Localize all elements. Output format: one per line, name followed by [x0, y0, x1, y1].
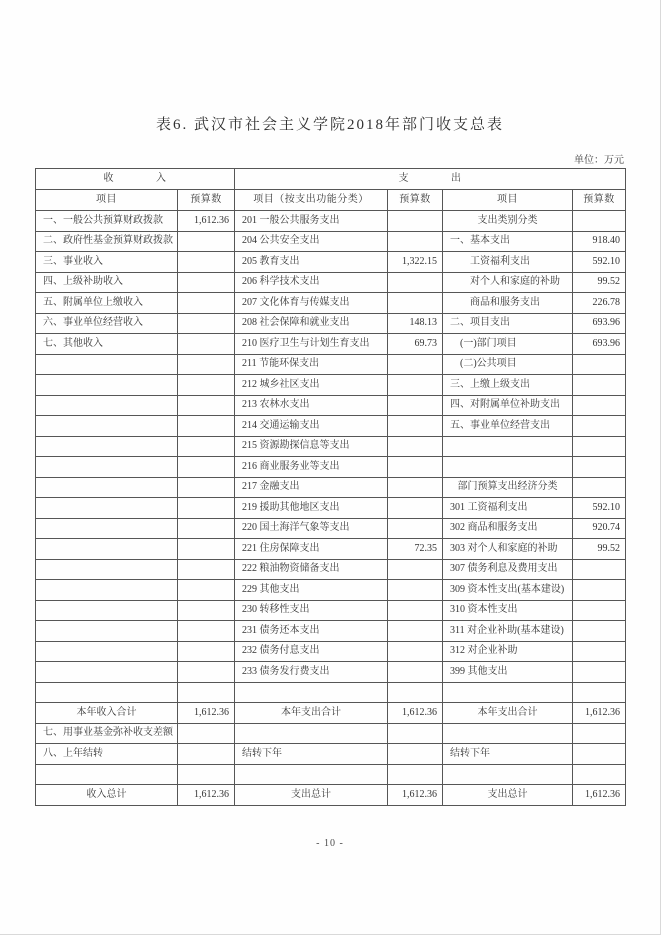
item-label-cell: 204 公共安全支出: [235, 231, 388, 252]
budget-value-cell: [573, 457, 626, 478]
table-row: [36, 457, 626, 478]
budget-value-cell: [388, 477, 443, 498]
item-label-cell: 本年收入合计: [36, 703, 178, 724]
item-label-cell: [235, 682, 388, 703]
item-label-cell: 六、事业单位经营收入: [36, 313, 178, 334]
budget-value-cell: 1,612.36: [573, 703, 626, 724]
budget-value-cell: [388, 498, 443, 519]
budget-value-cell: 693.96: [573, 313, 626, 334]
budget-value-cell: [388, 641, 443, 662]
budget-value-cell: [388, 272, 443, 293]
budget-value-cell: [573, 764, 626, 785]
item-label-cell: 230 转移性支出: [235, 600, 388, 621]
item-label-cell: 212 城乡社区支出: [235, 375, 388, 396]
expense-group-header: 支 出: [235, 169, 626, 190]
budget-value-cell: [178, 293, 235, 314]
table-row: [36, 539, 626, 560]
item-label-cell: 302 商品和服务支出: [443, 518, 573, 539]
item-label-cell: 220 国土海洋气象等支出: [235, 518, 388, 539]
budget-value-cell: [388, 764, 443, 785]
item-label-cell: 四、对附属单位补助支出: [443, 395, 573, 416]
budget-value-cell: [388, 662, 443, 683]
item-label-cell: 七、其他收入: [36, 334, 178, 355]
budget-value-cell: [178, 744, 235, 765]
item-label-cell: 部门预算支出经济分类: [443, 477, 573, 498]
table-row: [36, 703, 626, 724]
item-label-cell: (二)公共项目: [443, 354, 573, 375]
budget-value-cell: [178, 313, 235, 334]
item-label-cell: [36, 436, 178, 457]
item-label-cell: [36, 498, 178, 519]
item-label-cell: 310 资本性支出: [443, 600, 573, 621]
budget-value-cell: [178, 723, 235, 744]
budget-value-cell: 72.35: [388, 539, 443, 560]
item-label-cell: 三、上缴上级支出: [443, 375, 573, 396]
budget-value-cell: [573, 416, 626, 437]
item-label-cell: [36, 416, 178, 437]
budget-value-cell: [388, 682, 443, 703]
item-label-cell: 五、附属单位上缴收入: [36, 293, 178, 314]
item-label-cell: 收入总计: [36, 785, 178, 806]
item-label-cell: [36, 518, 178, 539]
column-header-expense-item: 项目: [443, 190, 573, 211]
item-label-cell: [36, 641, 178, 662]
table-row: [36, 395, 626, 416]
item-label-cell: 303 对个人和家庭的补助: [443, 539, 573, 560]
budget-value-cell: [178, 375, 235, 396]
budget-value-cell: [388, 457, 443, 478]
budget-value-cell: 148.13: [388, 313, 443, 334]
budget-value-cell: [388, 436, 443, 457]
item-label-cell: 支出总计: [443, 785, 573, 806]
column-header-income-item: 项目: [36, 190, 178, 211]
budget-value-cell: [178, 477, 235, 498]
table-row: [36, 662, 626, 683]
item-label-cell: [36, 621, 178, 642]
budget-value-cell: [388, 580, 443, 601]
item-label-cell: [36, 559, 178, 580]
item-label-cell: [443, 764, 573, 785]
budget-value-cell: [178, 272, 235, 293]
item-label-cell: 233 债务发行费支出: [235, 662, 388, 683]
budget-value-cell: [178, 436, 235, 457]
budget-value-cell: 99.52: [573, 539, 626, 560]
item-label-cell: 结转下年: [235, 744, 388, 765]
table-row: [36, 723, 626, 744]
item-label-cell: [443, 436, 573, 457]
item-label-cell: 结转下年: [443, 744, 573, 765]
item-label-cell: 217 金融支出: [235, 477, 388, 498]
table-row: [36, 600, 626, 621]
budget-value-cell: [178, 764, 235, 785]
item-label-cell: 二、项目支出: [443, 313, 573, 334]
budget-value-cell: 1,612.36: [178, 703, 235, 724]
budget-value-cell: 693.96: [573, 334, 626, 355]
budget-value-cell: 920.74: [573, 518, 626, 539]
budget-value-cell: 1,612.36: [178, 211, 235, 232]
budget-value-cell: 592.10: [573, 252, 626, 273]
item-label-cell: 商品和服务支出: [443, 293, 573, 314]
income-group-header: 收 入: [36, 169, 235, 190]
table-row: [36, 785, 626, 806]
item-label-cell: 本年支出合计: [443, 703, 573, 724]
budget-value-cell: [178, 231, 235, 252]
table-row: [36, 313, 626, 334]
table-row: [36, 580, 626, 601]
budget-value-cell: [388, 231, 443, 252]
budget-value-cell: [178, 498, 235, 519]
budget-value-cell: [178, 252, 235, 273]
table-row: [36, 498, 626, 519]
item-label-cell: 201 一般公共服务支出: [235, 211, 388, 232]
budget-value-cell: 69.73: [388, 334, 443, 355]
budget-value-cell: [178, 457, 235, 478]
table-row: [36, 293, 626, 314]
item-label-cell: 七、用事业基金弥补收支差额: [36, 723, 178, 744]
item-label-cell: 307 债务利息及费用支出: [443, 559, 573, 580]
item-label-cell: 216 商业服务业等支出: [235, 457, 388, 478]
item-label-cell: 311 对企业补助(基本建设): [443, 621, 573, 642]
budget-value-cell: 1,612.36: [573, 785, 626, 806]
item-label-cell: 二、政府性基金预算财政拨款: [36, 231, 178, 252]
budget-value-cell: 226.78: [573, 293, 626, 314]
item-label-cell: 206 科学技术支出: [235, 272, 388, 293]
budget-value-cell: [178, 662, 235, 683]
item-label-cell: 对个人和家庭的补助: [443, 272, 573, 293]
budget-value-cell: [388, 621, 443, 642]
budget-value-cell: [178, 416, 235, 437]
group-header-row: [36, 169, 626, 190]
budget-value-cell: [388, 211, 443, 232]
budget-value-cell: [178, 621, 235, 642]
budget-value-cell: [573, 477, 626, 498]
item-label-cell: [443, 457, 573, 478]
budget-value-cell: [178, 334, 235, 355]
budget-value-cell: [178, 600, 235, 621]
item-label-cell: 301 工资福利支出: [443, 498, 573, 519]
budget-value-cell: [573, 559, 626, 580]
budget-value-cell: [573, 600, 626, 621]
page-number: - 10 -: [316, 838, 344, 849]
budget-value-cell: 99.52: [573, 272, 626, 293]
table-row: [36, 416, 626, 437]
table-row: [36, 764, 626, 785]
item-label-cell: 309 资本性支出(基本建设): [443, 580, 573, 601]
item-label-cell: 支出总计: [235, 785, 388, 806]
budget-value-cell: [178, 395, 235, 416]
item-label-cell: 一、基本支出: [443, 231, 573, 252]
table-row: [36, 682, 626, 703]
item-label-cell: 213 农林水支出: [235, 395, 388, 416]
item-label-cell: [36, 764, 178, 785]
budget-value-cell: [573, 375, 626, 396]
item-label-cell: 215 资源勘探信息等支出: [235, 436, 388, 457]
item-label-cell: 222 粮油物资储备支出: [235, 559, 388, 580]
budget-value-cell: [388, 375, 443, 396]
budget-value-cell: 1,612.36: [388, 785, 443, 806]
budget-value-cell: [573, 744, 626, 765]
budget-value-cell: [178, 354, 235, 375]
budget-value-cell: [178, 559, 235, 580]
budget-value-cell: [388, 518, 443, 539]
item-label-cell: 232 债务付息支出: [235, 641, 388, 662]
item-label-cell: [235, 764, 388, 785]
table-row: [36, 436, 626, 457]
budget-value-cell: [573, 682, 626, 703]
table-row: [36, 272, 626, 293]
table-body: [36, 211, 626, 806]
item-label-cell: 312 对企业补助: [443, 641, 573, 662]
item-label-cell: 231 债务还本支出: [235, 621, 388, 642]
item-label-cell: 210 医疗卫生与计划生育支出: [235, 334, 388, 355]
table-row: [36, 252, 626, 273]
budget-value-cell: [573, 621, 626, 642]
table-row: [36, 231, 626, 252]
table-row: [36, 211, 626, 232]
item-label-cell: 三、事业收入: [36, 252, 178, 273]
budget-value-cell: [573, 641, 626, 662]
table-row: [36, 354, 626, 375]
budget-value-cell: [573, 436, 626, 457]
item-label-cell: [36, 395, 178, 416]
budget-value-cell: [178, 539, 235, 560]
item-label-cell: 支出类别分类: [443, 211, 573, 232]
item-label-cell: [443, 682, 573, 703]
budget-value-cell: [178, 682, 235, 703]
budget-value-cell: [573, 354, 626, 375]
budget-summary-table: [35, 168, 626, 806]
budget-value-cell: [388, 354, 443, 375]
item-label-cell: (一)部门项目: [443, 334, 573, 355]
budget-value-cell: 1,612.36: [388, 703, 443, 724]
column-header-row: [36, 190, 626, 211]
table-row: [36, 518, 626, 539]
budget-value-cell: [388, 723, 443, 744]
item-label-cell: [36, 662, 178, 683]
item-label-cell: [235, 723, 388, 744]
budget-value-cell: 1,612.36: [178, 785, 235, 806]
item-label-cell: 211 节能环保支出: [235, 354, 388, 375]
item-label-cell: 四、上级补助收入: [36, 272, 178, 293]
budget-value-cell: [573, 662, 626, 683]
table-row: [36, 334, 626, 355]
budget-value-cell: [178, 641, 235, 662]
budget-value-cell: [178, 580, 235, 601]
item-label-cell: 214 交通运输支出: [235, 416, 388, 437]
budget-value-cell: 918.40: [573, 231, 626, 252]
item-label-cell: 221 住房保障支出: [235, 539, 388, 560]
column-header-expense-budget: 预算数: [573, 190, 626, 211]
table-row: [36, 621, 626, 642]
item-label-cell: 207 文化体育与传媒支出: [235, 293, 388, 314]
item-label-cell: 工资福利支出: [443, 252, 573, 273]
column-header-expense-functional-budget: 预算数: [388, 190, 443, 211]
table-row: [36, 559, 626, 580]
budget-value-cell: [573, 723, 626, 744]
item-label-cell: 219 援助其他地区支出: [235, 498, 388, 519]
item-label-cell: [36, 477, 178, 498]
item-label-cell: 229 其他支出: [235, 580, 388, 601]
item-label-cell: 本年支出合计: [235, 703, 388, 724]
unit-note: 单位：万元: [574, 155, 624, 166]
budget-value-cell: [388, 559, 443, 580]
item-label-cell: 八、上年结转: [36, 744, 178, 765]
budget-value-cell: [388, 416, 443, 437]
table-row: [36, 375, 626, 396]
column-header-expense-functional-item: 项目（按支出功能分类）: [235, 190, 388, 211]
item-label-cell: 399 其他支出: [443, 662, 573, 683]
table-row: [36, 744, 626, 765]
budget-value-cell: [573, 395, 626, 416]
item-label-cell: 五、事业单位经营支出: [443, 416, 573, 437]
table-row: [36, 641, 626, 662]
budget-value-cell: [388, 395, 443, 416]
budget-value-cell: [388, 293, 443, 314]
budget-value-cell: 592.10: [573, 498, 626, 519]
item-label-cell: [36, 580, 178, 601]
item-label-cell: 205 教育支出: [235, 252, 388, 273]
item-label-cell: [36, 457, 178, 478]
budget-value-cell: [388, 600, 443, 621]
table-header: [36, 169, 626, 211]
item-label-cell: [36, 600, 178, 621]
table-row: [36, 477, 626, 498]
budget-value-cell: [573, 580, 626, 601]
page-title: 表6. 武汉市社会主义学院2018年部门收支总表: [155, 117, 504, 133]
item-label-cell: [36, 375, 178, 396]
column-header-income-budget: 预算数: [178, 190, 235, 211]
item-label-cell: [36, 539, 178, 560]
budget-value-cell: [388, 744, 443, 765]
budget-value-cell: 1,322.15: [388, 252, 443, 273]
budget-value-cell: [573, 211, 626, 232]
item-label-cell: 一、一般公共预算财政拨款: [36, 211, 178, 232]
item-label-cell: [36, 682, 178, 703]
item-label-cell: 208 社会保障和就业支出: [235, 313, 388, 334]
item-label-cell: [443, 723, 573, 744]
budget-value-cell: [178, 518, 235, 539]
item-label-cell: [36, 354, 178, 375]
